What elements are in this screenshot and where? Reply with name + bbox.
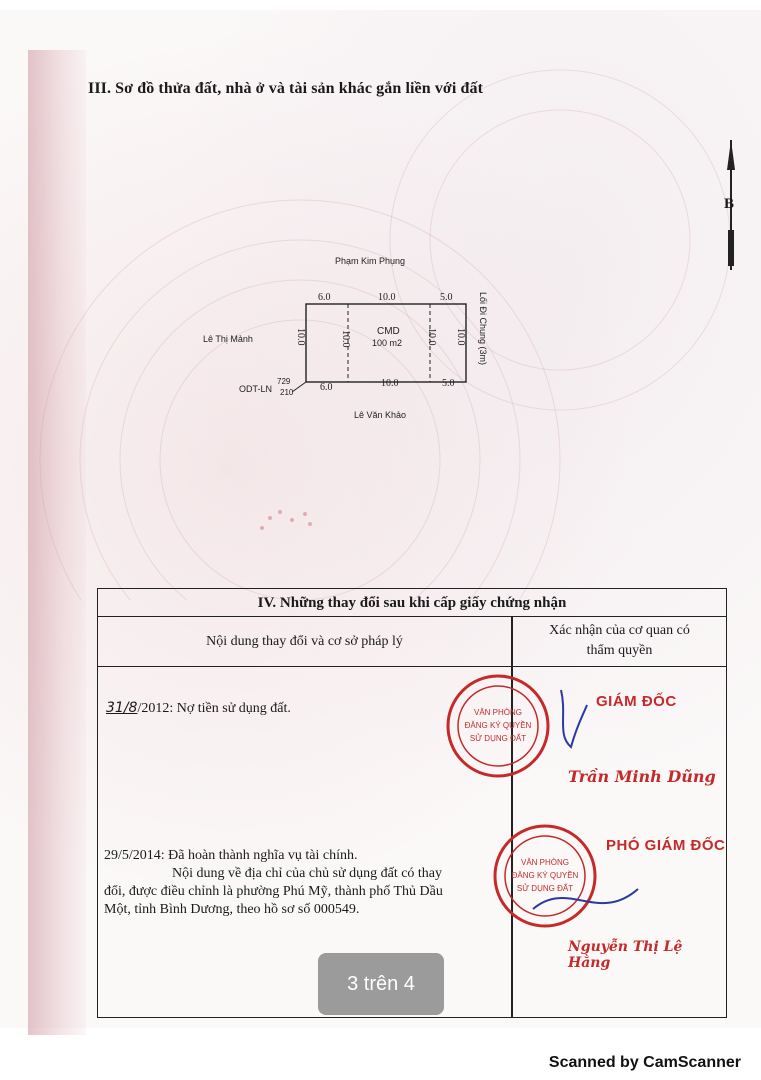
scanner-watermark: Scanned by CamScanner	[548, 1054, 741, 1071]
change-entry-2	[104, 847, 509, 919]
seal-line-2: ĐĂNG KÝ QUYỀN	[464, 721, 532, 730]
north-label: B	[724, 196, 735, 212]
signer1-title: GIÁM ĐỐC	[596, 693, 677, 710]
dim-bottom-1: 6.0	[320, 382, 333, 393]
page-indicator: 3 trên 4	[318, 953, 444, 1015]
seal-line-1: VĂN PHÒNG	[473, 708, 523, 717]
col-left-header: Nội dung thay đổi và cơ sở pháp lý	[206, 634, 403, 649]
signer2-title: PHÓ GIÁM ĐỐC	[606, 837, 726, 854]
entry2-line3: đổi, được điều chỉnh là phường Phú Mỹ, thành phố Thủ Dầu	[104, 884, 443, 899]
neighbor-top: Phạm Kim Phụng	[335, 256, 406, 266]
land-plot-diagram	[200, 250, 500, 400]
signature-2-icon	[528, 869, 648, 929]
dim-inner-3: 10.0	[455, 328, 466, 346]
seal-line-3: SỬ DỤNG ĐẤT	[469, 734, 527, 743]
land-type: CMD	[377, 326, 400, 337]
neighbor-right: Lối Đi Chung (3m)	[478, 292, 488, 366]
entry1-date-rest: /2012:	[137, 701, 174, 716]
entry1-text: Nợ tiền sử dụng đất.	[173, 701, 291, 716]
entry2-line2: Nội dung về địa chỉ của chủ sử dụng đất có thay	[172, 866, 443, 881]
seal2-line-2: ĐĂNG KÝ QUYỀN	[511, 871, 579, 880]
neighbor-left: Lê Thị Mảnh	[203, 334, 253, 344]
parcel-code: ODT-LN	[239, 384, 273, 394]
section-4-title: IV. Những thay đổi sau khi cấp giấy chứng nhận	[98, 589, 726, 617]
neighbor-bottom: Lê Văn Khảo	[354, 410, 407, 420]
signature-1-icon	[553, 685, 593, 755]
dim-top-1: 6.0	[318, 292, 331, 303]
official-seal-icon	[443, 671, 553, 781]
dim-bottom-3: 5.0	[442, 378, 455, 389]
entry2-line4: Một, tỉnh Bình Dương, theo hồ sơ số 000549.	[104, 902, 360, 917]
dim-inner-2: 10.0	[426, 328, 437, 346]
dim-top-3: 5.0	[440, 292, 453, 303]
parcel-area: 100 m2	[372, 338, 403, 348]
dim-bottom-2: 10.0	[381, 378, 399, 389]
dim-top-2: 10.0	[378, 292, 396, 303]
scanned-page	[0, 10, 761, 1028]
signer1-name: Trần Minh Dũng	[568, 767, 716, 786]
parcel-number-top: 729	[277, 377, 291, 386]
dim-side-left: 10.0	[295, 328, 306, 346]
entry2-line1: 29/5/2014: Đã hoàn thành nghĩa vụ tài chính.	[104, 848, 358, 863]
table-header-row	[98, 617, 726, 667]
seal2-line-1: VĂN PHÒNG	[520, 858, 570, 867]
col-right-header-line1: Xác nhận của cơ quan có	[549, 623, 690, 638]
signer2-name: Nguyễn Thị Lệ Hằng	[568, 939, 683, 971]
dim-inner-1: 10.0	[340, 330, 351, 348]
entry1-date-handwritten: 31/8	[106, 700, 138, 716]
col-right-header	[513, 621, 726, 661]
faint-stamp-mark	[250, 500, 330, 540]
change-entry-1	[106, 699, 291, 718]
section-3-title: III. Sơ đồ thửa đất, nhà ở và tài sản khác gắn liền với đất	[88, 80, 484, 97]
seal2-line-3: SỬ DỤNG ĐẤT	[516, 884, 574, 893]
col-right-header-line2: thẩm quyền	[586, 643, 653, 658]
parcel-number-bottom: 210	[280, 388, 294, 397]
